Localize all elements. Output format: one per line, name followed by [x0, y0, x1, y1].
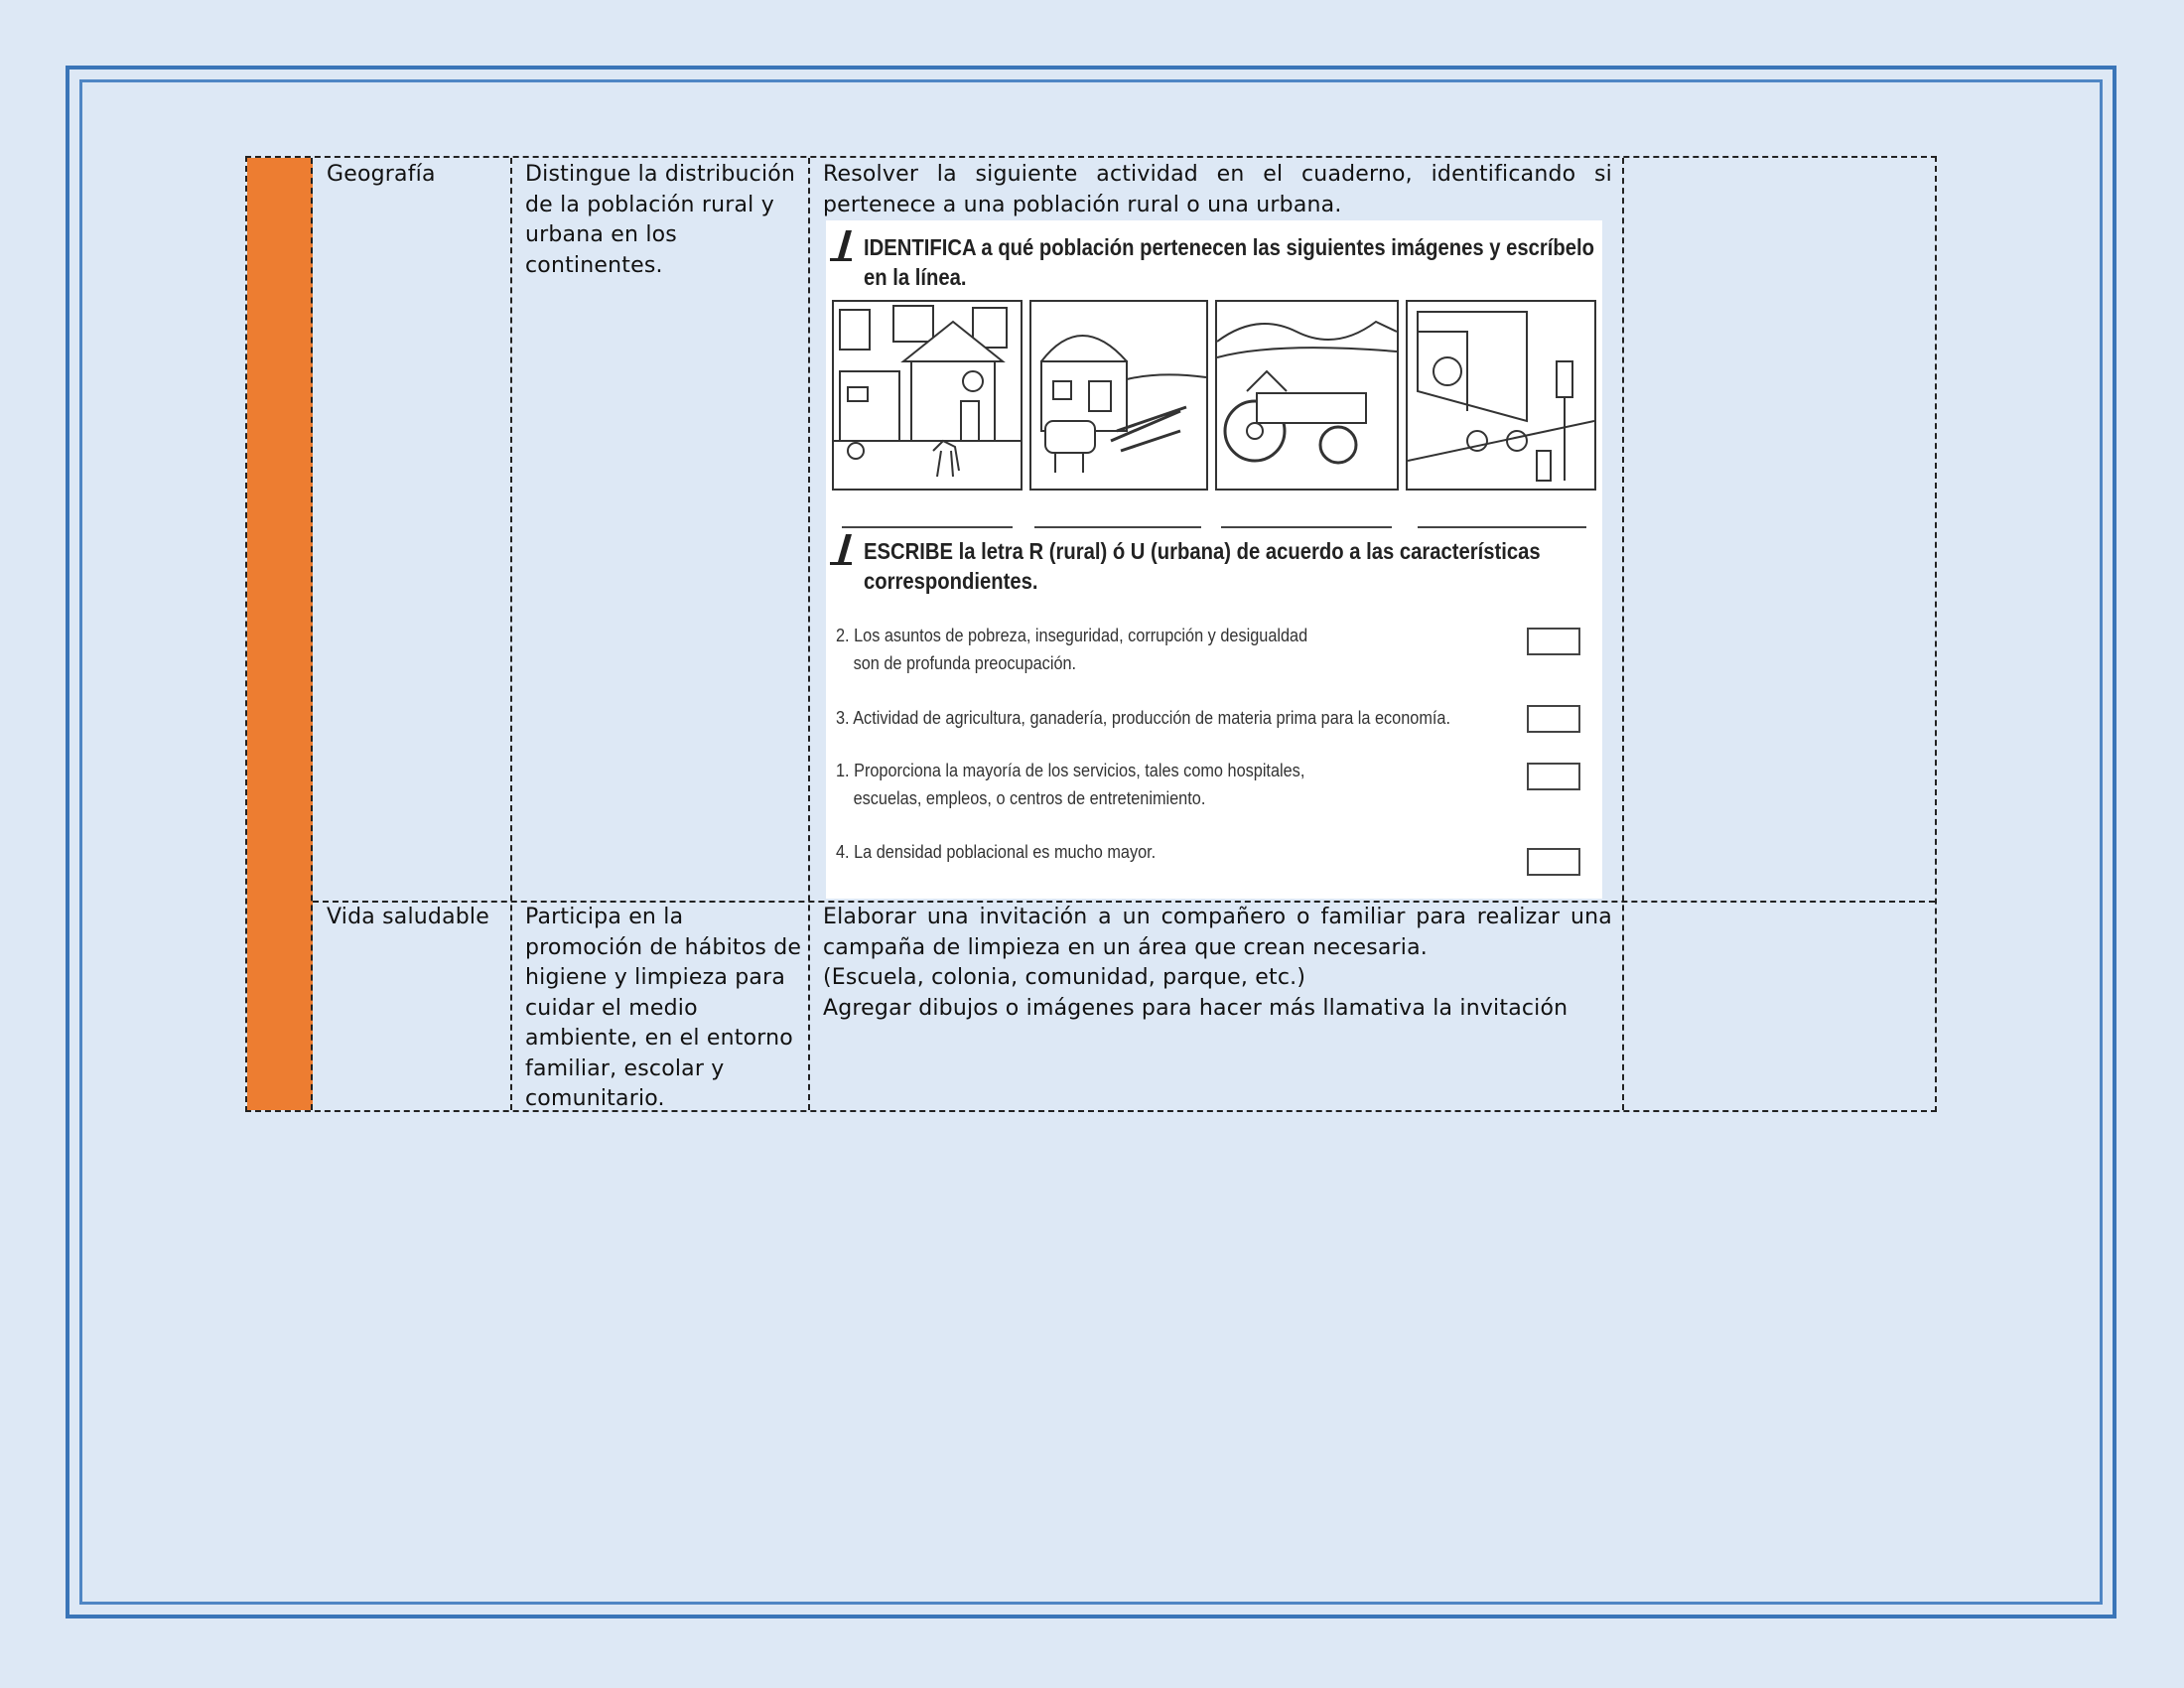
activity-line: Agregar dibujos o imágenes para hacer más llamativa la invitación	[823, 995, 1569, 1021]
lesson-plan-table	[245, 156, 1937, 1112]
answer-box	[1527, 848, 1580, 876]
pencil-icon	[830, 532, 858, 566]
learning-outcome-cell: Distingue la distribución de la población rural y urbana en los continentes.	[525, 162, 796, 278]
urban-house-icon	[832, 300, 1023, 491]
statement-services: 1. Proporciona la mayoría de los servicios, tales como hospitales, escuelas, empleos, o centros de entretenimiento.	[836, 760, 1305, 808]
answer-box	[1527, 763, 1580, 790]
pencil-icon	[830, 228, 858, 262]
statement-density: 4. La densidad poblacional es mucho mayor.	[836, 841, 1157, 862]
activity-line: Elaborar una invitación a un compañero o familiar para realizar una campaña de limpieza en un área que crean necesaria.	[823, 905, 1612, 960]
tractor-icon	[1215, 300, 1399, 491]
activity-cell	[823, 903, 1612, 1024]
truck-street-icon	[1406, 300, 1596, 491]
activity-cell: Resolver la siguiente actividad en el cuaderno, identificando si pertenece a una población rural o una urbana.	[823, 162, 1612, 217]
activity-line: (Escuela, colonia, comunidad, parque, etc.)	[823, 965, 1306, 990]
accent-strip	[247, 158, 313, 1110]
answer-box	[1527, 628, 1580, 655]
barn-cow-icon	[1029, 300, 1208, 491]
subject-cell: Vida saludable	[327, 905, 489, 929]
statement-agriculture: 3. Actividad de agricultura, ganadería, producción de materia prima para la economía.	[836, 707, 1451, 728]
worksheet-image	[826, 220, 1602, 899]
learning-outcome-cell: Participa en la promoción de hábitos de higiene y limpieza para cuidar el medio ambiente, en el entorno familiar, escolar y comunitario.	[525, 905, 802, 1111]
answer-box	[1527, 705, 1580, 733]
worksheet-heading-identify: IDENTIFICA a qué población pertenecen las siguientes imágenes y escríbelo en la línea.	[864, 234, 1594, 290]
subject-cell: Geografía	[327, 162, 436, 187]
statement-poverty: 2. Los asuntos de pobreza, inseguridad, corrupción y desigualdad son de profunda preocupación.	[836, 625, 1308, 673]
worksheet-heading-write: ESCRIBE la letra R (rural) ó U (urbana) de acuerdo a las características correspondientes.	[864, 538, 1541, 594]
